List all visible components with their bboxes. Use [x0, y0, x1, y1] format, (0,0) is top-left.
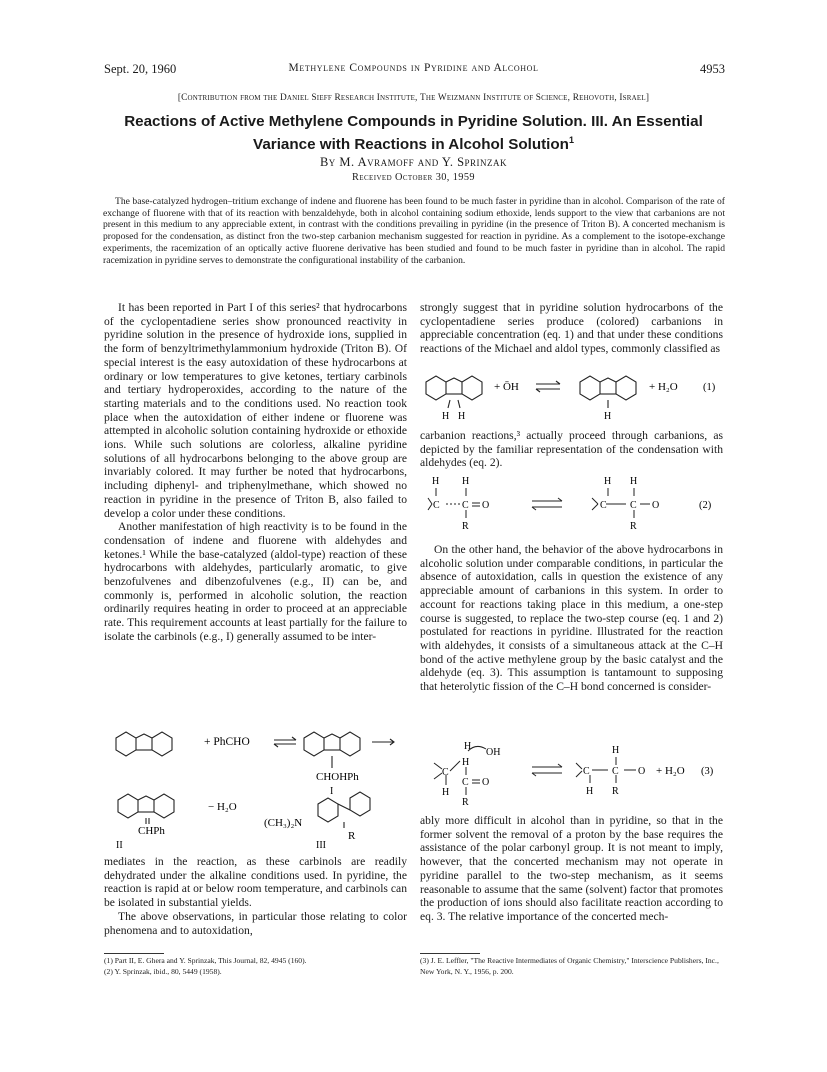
- footnote-rule-right: [420, 953, 480, 954]
- byline: By M. Avramoff and Y. Sprinzak: [319, 155, 508, 169]
- eq1-h-carbanion: H: [604, 411, 612, 422]
- product-I-ring-left: [304, 732, 324, 756]
- eq1-number: (1): [703, 382, 716, 393]
- eq2-h-3: H: [604, 476, 612, 487]
- right-paragraph-3: On the other hand, the behavior of the above hydrocarbons in alcoholic solution under comparable conditions, in particular the absence of autoxidation, calls in question the existence of any appreciable amount of carbanions in this system. In order to account for reactions taking place in this medium, a one-step course is suggested, to replace the two-step course (eq. 1 and 2) postulated for reactions in pyridine. Illustrated for the reaction with aldehydes, it consists of a simultaneous attack at the C–H bond of the active methylene group by the basic catalyst and the aldehyde (eq. 3). This assumption is tantamount to supposing that heterolytic fission of the C–H bond concerned is consider-: [420, 543, 723, 694]
- eq3-r-1: R: [462, 797, 469, 808]
- footnote-3: (3) J. E. Leffler, "The Reactive Intermediates of Organic Chemistry," Interscience Publishers, Inc., New York, N. Y., 1956, p. 200.: [420, 956, 719, 976]
- footnote-2: (2) Y. Sprinzak, ibid., 80, 5449 (1958).: [104, 967, 222, 976]
- left-paragraph-2: Another manifestation of high reactivity is to be found in the condensation of indene and fluorene with aldehydes and ketones.¹ While the base-catalyzed (aldol-type) reaction of these hydrocarbons with aldehydes, particularly aromatic, to give benzofulvenes and dibenzofulvenes (e.g., II) can be, and commonly is, performed in alcoholic solution, the reaction ordinarily requires heating in order to proceed at an appreciable rate. This requirement accounts at least partially for the failure to isolate the carbinols (e.g., I) generally assumed to be inter-: [104, 520, 407, 643]
- dimethylamino-group: (CH₃)₂N: [264, 817, 303, 829]
- minus-water: − H₂O: [208, 801, 237, 813]
- footnote-1: (1) Part II, E. Ghera and Y. Sprinzak, This Journal, 82, 4945 (160).: [104, 956, 307, 965]
- product-III-ring-left: [318, 798, 338, 822]
- received-date: Received October 30, 1959: [352, 172, 475, 183]
- product-I-ring-right: [340, 732, 360, 756]
- eq3-h-5: H: [586, 786, 594, 797]
- page-number: 4953: [700, 62, 725, 76]
- left-column-bottom: [104, 855, 407, 937]
- eq3-h-4: H: [612, 745, 620, 756]
- article-title: [60, 112, 767, 154]
- left-paragraph-3: mediates in the reaction, as these carbinols are readily dehydrated under the alkaline conditions used. In pyridine, the reaction is rapid at or below room temperature, and carbinols can be isolated in substantial yields.: [104, 855, 407, 910]
- equation-2: [420, 474, 725, 536]
- left-column-top: [104, 301, 407, 644]
- product-I-substituent: CHOHPh: [316, 771, 359, 783]
- eq2-h-1: H: [432, 476, 440, 487]
- eq2-r-2: R: [630, 521, 637, 532]
- product-III-R: R: [348, 830, 356, 842]
- right-paragraph-4: ably more difficult in alcohol than in pyridine, so that in the former solvent the removal of a proton by the base requires the assistance of the polar carbonyl group. It is not meant to imply, however, that the concerted mechanism may not operate in pyridine parallel to the two-step mechanism, as it seems reasonable to assume that the same (solvent) factor that promotes the production of ions should also facilitate reaction according to eq. 3. The relative importance of the concerted mech-: [420, 814, 723, 923]
- right-column-bottom: [420, 814, 723, 924]
- eq3-c-2: C: [462, 777, 469, 788]
- equation-3: [420, 737, 725, 813]
- title-line-2-text: Variance with Reactions in Alcohol Solution: [253, 136, 569, 154]
- eq2-c-2: C: [462, 500, 469, 511]
- eq3-h-top: H: [464, 741, 472, 752]
- eq2-c-4: C: [630, 500, 637, 511]
- fluorene-ring-left: [116, 732, 136, 756]
- eq1-h-left: H: [442, 411, 450, 422]
- eq2-h-2: H: [462, 476, 470, 487]
- eq3-c-4: C: [612, 766, 619, 777]
- abstract: The base-catalyzed hydrogen–tritium exchange of indene and fluorene has been found to be much faster in pyridine than in alcohol. Comparison of the rate of exchange of fluorene with that of its reaction with benzaldehyde, both in alcohol containing sodium ethoxide, lends support to the view that carbanions are not present in this medium to any appreciable extent, in contrast with the conditions prevailing in pyridine (in the presence of Triton B). A concerted mechanism is proposed for the condensation, as distinct fron the two-step carbanion mechanism suggested for reaction in pyridine. As a complement to the isotope-exchange experiments, the racemization of an optically active fluorene derivative has been studied and found to be much faster in pyridine than in alcohol. The rapid racemization in pyridine serves to demonstrate the configurational instability of the carbanion.: [103, 196, 725, 266]
- right-paragraph-2: carbanion reactions,³ actually proceed through carbanions, as depicted by the familiar representation of the condensation with aldehydes (eq. 2).: [420, 429, 723, 470]
- eq3-h-3: H: [442, 787, 450, 798]
- right-column-mid: [420, 429, 723, 470]
- eq3-r-2: R: [612, 786, 619, 797]
- eq3-water: + H₂O: [656, 765, 685, 777]
- product-III-ring-right: [350, 792, 370, 816]
- eq2-c-3: C: [600, 500, 607, 511]
- eq2-number: (2): [699, 500, 712, 511]
- condensation-scheme: [104, 716, 414, 856]
- eq3-number: (3): [701, 766, 714, 777]
- eq1-h-right: H: [458, 411, 466, 422]
- running-title: Methylene Compounds in Pyridine and Alcohol: [288, 62, 539, 74]
- label-III: III: [316, 840, 326, 851]
- eq2-o-product: O: [652, 500, 660, 511]
- label-I: I: [330, 786, 334, 797]
- product-II-substituent: CHPh: [138, 825, 165, 837]
- left-paragraph-1: It has been reported in Part I of this series² that hydrocarbons of the cyclopentadiene series show pronounced reactivity in pyridine solution in the presence of hydroxide ions, supplied in the form of benzyltrimethylammonium hydroxide (Triton B). Of special interest is the easy autoxidation of these hydrocarbons at ordinary or low temperatures to give ketones, tertiary carbinols and tertiary hydroperoxides, according to the nature of the starting materials and to the conditions used. No reaction took place when the autoxidation of either indene or fluorene was attempted in alcoholic solution containing hydroxide or ethoxide ions. While such solutions are colorless, alkaline pyridine solutions of all hydrocarbons belonging to the above group are invariably colored. It may further be noted that hydrocarbons, including diphenyl- and triphenylmethane, which showed no reaction in pyridine in the presence of Triton B, also failed to develop a color under these conditions.: [104, 301, 407, 520]
- title-footnote-marker: 1: [568, 135, 574, 145]
- eq3-h-2: H: [462, 757, 470, 768]
- eq2-c-1: C: [433, 500, 440, 511]
- eq2-h-4: H: [630, 476, 638, 487]
- header-date: Sept. 20, 1960: [104, 62, 177, 76]
- eq3-c-3: C: [583, 766, 590, 777]
- title-line-1: Reactions of Active Methylene Compounds in Pyridine Solution. III. An Essential: [124, 113, 703, 130]
- reagent-phcho: + PhCHO: [204, 736, 250, 748]
- left-footnotes: [104, 955, 407, 977]
- right-paragraph-1: strongly suggest that in pyridine solution hydrocarbons of the cyclopentadiene series produce (colored) carbanions in appreciable concentration (eq. 1) and that under these conditions reactions of the Michael and aldol types, commonly classified as: [420, 301, 723, 356]
- eq3-c-1: C: [442, 767, 449, 778]
- eq3-o: O: [482, 777, 490, 788]
- eq1-water: + H₂O: [649, 381, 678, 393]
- left-paragraph-4: The above observations, in particular those relating to color phenomena and to autoxidation,: [104, 909, 407, 937]
- eq3-hydroxyl: OH: [486, 747, 501, 758]
- footnote-rule-left: [104, 953, 164, 954]
- eq2-o: O: [482, 500, 490, 511]
- right-column-top: [420, 301, 723, 356]
- eq3-o-product: O: [638, 766, 646, 777]
- eq1-hydroxide: + ŌH: [494, 381, 519, 393]
- contribution-line: [Contribution from the Daniel Sieff Research Institute, The Weizmann Institute of Science, Rehovoth, Israel]: [177, 93, 650, 103]
- label-II: II: [116, 840, 123, 851]
- title-line-2: [60, 131, 767, 154]
- fluorene-ring-right: [152, 732, 172, 756]
- equation-1: [420, 368, 725, 426]
- right-column-lower: [420, 543, 723, 694]
- product-II-ring-left: [118, 794, 138, 818]
- product-II-ring-right: [154, 794, 174, 818]
- right-footnotes: [420, 955, 723, 977]
- eq2-r-1: R: [462, 521, 469, 532]
